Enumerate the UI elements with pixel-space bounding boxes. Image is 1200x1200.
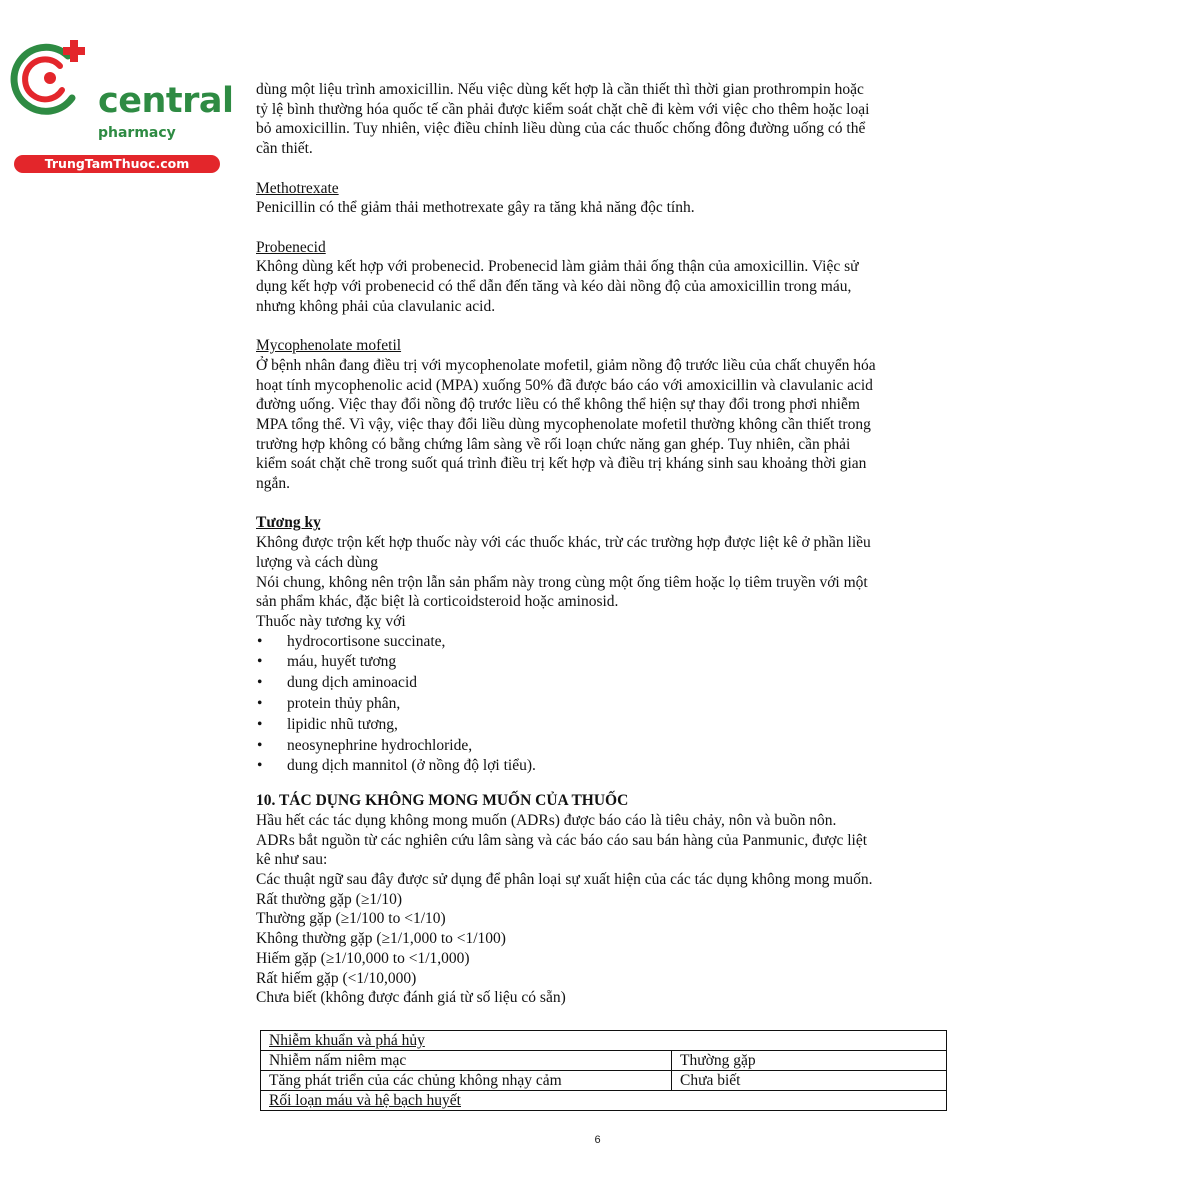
mycophenolate-line: ngắn. (256, 475, 291, 493)
frequency-line: Chưa biết (không được đánh giá từ số liệu có sẵn) (256, 989, 566, 1007)
section-10-line: kê như sau: (256, 851, 328, 869)
table-row (261, 1091, 947, 1111)
methotrexate-heading: Methotrexate (256, 179, 339, 197)
table-row (261, 1071, 947, 1091)
mycophenolate-line: MPA tổng thể. Vì vậy, việc thay đổi liều dùng mycophenolate mofetil thường không cần thiết trong (256, 415, 871, 433)
list-item: • neosynephrine hydrochloride, (256, 736, 956, 757)
frequency-line: Không thường gặp (≥1/1,000 to <1/100) (256, 930, 506, 948)
mycophenolate-line: đường uống. Việc thay đổi nồng độ trước liều có thể không thể hiện sự thay đổi trong phơi nhiễm (256, 396, 860, 414)
table-cell-frequency: Chưa biết (672, 1071, 947, 1091)
mycophenolate-line: kiểm soát chặt chẽ trong suốt quá trình điều trị kết hợp và điều trị kháng sinh sau khoảng thời gian (256, 455, 867, 473)
table-group-header: Nhiễm khuẩn và phá hủy (261, 1031, 947, 1051)
table-cell-frequency: Thường gặp (672, 1051, 947, 1071)
list-item: • máu, huyết tương (256, 652, 956, 673)
probenecid-heading: Probenecid (256, 238, 326, 256)
tuong-ky-line: lượng và cách dùng (256, 553, 379, 571)
pharmacy-cross-logo-icon (10, 38, 96, 118)
tuong-ky-line: Nói chung, không nên trộn lẫn sản phẩm này trong cùng một ống tiêm hoặc lọ tiêm truyền với một (256, 573, 868, 591)
list-item: • lipidic nhũ tương, (256, 715, 956, 736)
methotrexate-line: Penicillin có thể giảm thải methotrexate gây ra tăng khả năng độc tính. (256, 199, 695, 217)
intro-line: cần thiết. (256, 140, 313, 158)
intro-line: tỷ lệ bình thường hóa quốc tế cần phải được kiểm soát chặt chẽ đi kèm với việc cho thêm hoặc loại (256, 100, 870, 118)
document-body (256, 80, 956, 1008)
table-row (261, 1051, 947, 1071)
tuong-ky-line: Thuốc này tương kỵ với (256, 612, 406, 630)
frequency-line: Thường gặp (≥1/100 to <1/10) (256, 910, 446, 928)
tuong-ky-line: Không được trộn kết hợp thuốc này với các thuốc khác, trừ các trường hợp được liệt kê ở phần liều (256, 534, 871, 552)
tuong-ky-line: sản phẩm khác, đặc biệt là corticoidsteroid hoặc aminosid. (256, 593, 619, 611)
frequency-line: Rất hiếm gặp (<1/10,000) (256, 969, 417, 987)
page-number: 6 (594, 1134, 601, 1146)
frequency-line: Rất thường gặp (≥1/10) (256, 890, 403, 908)
table-cell-effect: Tăng phát triển của các chủng không nhạy cảm (261, 1071, 672, 1091)
table-group-header: Rối loạn máu và hệ bạch huyết (261, 1091, 947, 1111)
mycophenolate-line: Ở bệnh nhân đang điều trị với mycophenolate mofetil, giảm nồng độ trước liều của chất chuyển hóa (256, 356, 876, 374)
section-10-line: Các thuật ngữ sau đây được sử dụng để phân loại sự xuất hiện của các tác dụng không mong muốn. (256, 871, 873, 889)
frequency-line: Hiếm gặp (≥1/10,000 to <1/1,000) (256, 949, 470, 967)
mycophenolate-heading: Mycophenolate mofetil (256, 337, 402, 355)
list-item: • dung dịch aminoacid (256, 673, 956, 694)
logo-site-link[interactable]: TrungTamThuoc.com (14, 155, 220, 173)
mycophenolate-line: trường hợp không có bằng chứng lâm sàng về rối loạn chức năng gan ghép. Tuy nhiên, cần phải (256, 435, 851, 453)
section-10-heading: 10. TÁC DỤNG KHÔNG MONG MUỐN CỦA THUỐC (256, 792, 629, 810)
adr-table (260, 1030, 947, 1111)
brand-logo (10, 38, 234, 171)
table-cell-effect: Nhiễm nấm niêm mạc (261, 1051, 672, 1071)
probenecid-line: nhưng không phải của clavulanic acid. (256, 297, 496, 315)
section-10-line: Hầu hết các tác dụng không mong muốn (ADRs) được báo cáo là tiêu chảy, nôn và buồn nôn. (256, 811, 837, 829)
logo-sub-text: pharmacy (98, 125, 176, 141)
incompatibility-list (256, 632, 956, 778)
list-item: • protein thủy phân, (256, 694, 956, 715)
table-row (261, 1031, 947, 1051)
intro-line: bỏ amoxicillin. Tuy nhiên, việc điều chỉnh liều dùng của các thuốc chống đông đường uống có thể (256, 120, 866, 138)
section-10-line: ADRs bắt nguồn từ các nghiên cứu lâm sàng và các báo cáo sau bán hàng của Panmunic, được liệt (256, 831, 868, 849)
intro-line: dùng một liệu trình amoxicillin. Nếu việc dùng kết hợp là cần thiết thì thời gian prothrompin hoặc (256, 81, 864, 98)
probenecid-line: Không dùng kết hợp với probenecid. Probenecid làm giảm thải ống thận của amoxicillin. Việc sử (256, 258, 859, 276)
list-item: • dung dịch mannitol (ở nồng độ lợi tiểu). (256, 756, 956, 777)
tuong-ky-heading: Tương kỵ (256, 514, 321, 532)
probenecid-line: dụng kết hợp với probenecid có thể dẫn đến tăng và kéo dài nồng độ của amoxicillin trong máu, (256, 278, 852, 295)
list-item: • hydrocortisone succinate, (256, 632, 956, 653)
logo-brand-text: central (98, 81, 234, 121)
mycophenolate-line: hoạt tính mycophenolic acid (MPA) xuống 50% đã được báo cáo với amoxicillin và clavulanic acid (256, 376, 873, 394)
